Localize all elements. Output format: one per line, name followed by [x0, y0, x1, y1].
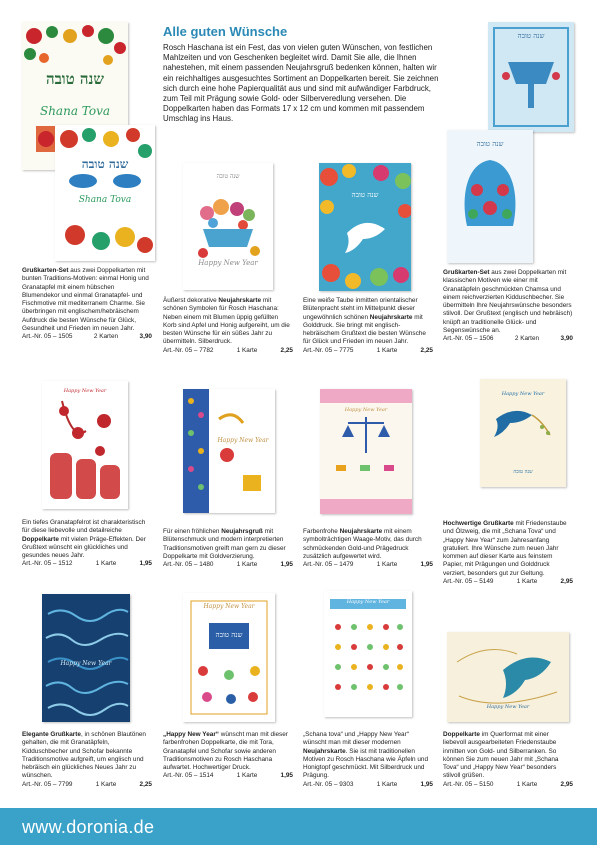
quantity: 1 Karte	[236, 346, 258, 354]
card-hebrew-text: שנה טובה	[81, 157, 129, 171]
price: 2,95	[560, 780, 573, 788]
card-hebrew-text: שנה טובה	[517, 32, 545, 40]
card-hebrew-text: שנה טובה	[45, 70, 105, 88]
product-7799	[22, 731, 152, 788]
product-description: mit Friedenstaube und Ölzweig, die mit „Schana Tova“ und „Happy New Year“ zum Jahresanfang gratuliert. Ihre Wünsche zum neuen Jahr kommen auf dieser Karte aus feinstem Papier, mit Prägungen und Golddruck verziert, besonders gut zur Geltung.	[443, 520, 567, 577]
price: 3,90	[560, 335, 573, 343]
product-1479: Farbenfrohe Neujahrskarte mit einem symbolträchtigen Waage-Motiv, das durch schmückenden Gold-und Prägedruck zusätzlich aufgewertet wird. Art.-Nr. 05 – 1479 1 Karte 1,95	[303, 528, 433, 569]
product-7775: Eine weiße Taube inmitten orientalischer Blütenpracht steht im Mittelpunkt dieser ungewöhnlich schönen Neujahrskarte mit Golddruck. Sie bringt mit englisch-hebräischem Grußtext die besten Wünsche für Glück und Frieden im neuen Jahr. Art.-Nr. 05 – 7775 1 Karte 2,25	[303, 297, 433, 354]
product-description: aus zwei Doppelkarten mit bunten Traditions-Motiven: einmal Honig und Granatapfel mit einem hübschen Blumendekor und einmal Granatapfel- und Fischmotive mit mediterranem Charme. Sie überbringen mit englischem/hebräischem Aufdruck die besten Wünsche für Glück, Gesundheit und Frieden im neuen Jahr.	[22, 267, 149, 333]
card-happy-new-year-text: Happy New Year	[63, 388, 107, 394]
product-description: mit schönen Symbolen für Rosch Haschana: Neben einem mit Blumen üppig gefüllten Korb sind Apfel und Honig aufgereiht, um die besten Wünsche für ein süßes Jahr zu übermitteln. Silberdruck.	[163, 297, 290, 346]
product-5150	[443, 731, 573, 788]
product-description: mit einem symbolträchtigen Waage-Motiv, das durch schmückenden Gold-und Prägedruck zusätzlich aufgewertet wird.	[303, 528, 422, 560]
product-name: Hochwertige Grußkarte	[443, 520, 514, 527]
price: 2,25	[139, 780, 152, 788]
card-shana-tova-text: Shana Tova	[78, 195, 132, 205]
product-name: „Happy New Year“	[163, 731, 220, 738]
quantity: 1 Karte	[376, 561, 398, 569]
product-1505	[22, 267, 152, 340]
product-image-5150	[447, 632, 569, 722]
card-hebrew-text: שנה טובה	[215, 631, 243, 639]
product-image-1506-b	[447, 130, 533, 263]
product-description: wünscht man mit dieser farbenfrohen Doppelkarte, die mit Tora, Granatapfel und Schofar sowie anderen Traditionsmotiven zu Rosch Haschana aufwartet. Hochwertiger Druck.	[163, 731, 288, 772]
product-description: . Sie ist mit traditionellen Motiven zu Rosch Haschana wie Äpfeln und Honigtopf geschmückt. Mit Silberdruck und Prägung.	[303, 747, 429, 780]
article-number: Art.-Nr. 05 – 7775	[303, 346, 354, 354]
product-name: Elegante Grußkarte	[22, 731, 81, 738]
article-number: Art.-Nr. 05 – 5150	[443, 780, 494, 788]
product-1480: Für einen fröhlichen Neujahrsgruß mit Blütenschmuck und modern interpretierten Traditionsmotiven greift man gern zu dieser Doppelkarte mit Goldverzierung. Art.-Nr. 05 – 1480 1 Karte 1,95	[163, 528, 293, 569]
card-happy-new-year-text: Happy New Year	[60, 660, 112, 667]
card-shana-tova-text: Shana Tova	[39, 104, 111, 118]
product-name: Grußkarten-Set	[22, 267, 69, 274]
quantity: 1 Karte	[376, 346, 398, 354]
article-number: Art.-Nr. 05 – 1480	[163, 561, 214, 569]
card-happy-new-year-text: Happy New Year	[217, 437, 269, 444]
product-name: Doppelkarte	[22, 535, 59, 543]
product-1514	[163, 731, 293, 779]
price: 2,95	[560, 578, 573, 586]
product-5149	[443, 520, 573, 585]
product-name: Doppelkarte	[443, 731, 480, 738]
quantity: 1 Karte	[236, 772, 258, 780]
article-number: Art.-Nr. 05 – 1514	[163, 772, 214, 780]
product-1512: Ein tiefes Granatapfelrot ist charakteristisch für diese liebevolle und detailreiche Doppelkarte mit vielen Präge-Effekten. Der Grußtext wünscht ein glückliches und gesundes neues Jahr. Art.-Nr. 05 – 1512 1 Karte 1,95	[22, 519, 152, 568]
price: 1,95	[280, 772, 293, 780]
quantity: 2 Karten	[93, 333, 119, 341]
quantity: 1 Karte	[236, 561, 258, 569]
product-image-7775	[319, 163, 411, 291]
price: 3,90	[139, 333, 152, 341]
product-image-7799	[42, 594, 130, 722]
product-7782: Äußerst dekorative Neujahrskarte mit schönen Symbolen für Rosch Haschana: Neben einem mit Blumen üppig gefüllten Korb sind Apfel und Honig aufgereiht, um die besten Wünsche für ein süßes Jahr zu übermitteln. Silberdruck. Art.-Nr. 05 – 7782 1 Karte 2,25	[163, 297, 293, 354]
quantity: 1 Karte	[95, 560, 117, 568]
card-happy-new-year-text: Happy New Year	[486, 704, 530, 710]
product-description: mit Golddruck. Sie bringt mit englisch-hebräischem Grußtext die besten Wünsche für Glück und Frieden im neuen Jahr.	[303, 313, 426, 346]
footer-bar	[0, 808, 597, 845]
article-number: Art.-Nr. 05 – 1506	[443, 335, 494, 343]
page-title: Alle guten Wünsche	[163, 24, 288, 39]
product-name: Neujahrskarte	[339, 528, 383, 535]
quantity: 1 Karte	[516, 578, 538, 586]
intro-text: Rosch Haschana ist ein Fest, das von vielen guten Wünschen, von festlichen Mahlzeiten und von Geschenken begleitet wird. Damit Sie alle, die Ihnen nahestehen, mit einem passenden Neujahrsgruß bedenken können, halten wir ein reichhaltiges ausgesuchtes Sortiment an Doppelkarten bereit. Sie zeichnen sich durch eine hohe Papierqualität aus und sind mit aufwändiger Farbdruck, zum Teil mit Prägung sowie Gold- oder Silberveredlung versehen. Die Doppelkarten haben das Formats 17 x 12 cm und kommen mit passendem Umschlag ins Haus.	[163, 43, 439, 124]
product-image-1480	[183, 389, 275, 513]
product-name: Grußkarten-Set	[443, 269, 490, 276]
article-number: Art.-Nr. 05 – 5149	[443, 578, 494, 586]
product-description: aus zwei Doppelkarten mit klassischen Motiven wie einer mit Granatäpfeln geschmückten Chamsa und einem reichverzierten Kidduschbecher. Sie übermitteln Ihre Neujahrswünsche besonders stilvoll. Der Grußtext (englisch und hebräisch) knüpft an traditionelle Glück- und Segenswünsche an.	[443, 269, 573, 335]
article-number: Art.-Nr. 05 – 1512	[22, 560, 73, 568]
price: 1,95	[139, 560, 152, 568]
product-image-1512	[42, 381, 128, 509]
product-image-1514	[183, 593, 275, 722]
article-number: Art.-Nr. 05 – 9303	[303, 780, 354, 788]
article-number: Art.-Nr. 05 – 7799	[22, 780, 73, 788]
card-happy-new-year-text: Happy New Year	[346, 599, 390, 605]
price: 1,95	[420, 561, 433, 569]
product-image-1505-b	[55, 125, 155, 261]
product-name: Neujahrskarte	[303, 747, 346, 755]
product-description: mit vielen Präge-Effekten. Der Grußtext wünscht ein glückliches und gesundes neues Jahr.	[22, 535, 146, 560]
quantity: 1 Karte	[376, 780, 398, 788]
card-hebrew-text: שנה טובה	[216, 173, 240, 180]
product-9303: „Schana tova“ und „Happy New Year“ wünscht man mit dieser modernen Neujahrskarte. Sie ist mit traditionellen Motiven zu Rosch Haschana wie Äpfeln und Honigtopf geschmückt. Mit Silberdruck und Prägung. Art.-Nr. 05 – 9303 1 Karte 1,95	[303, 731, 433, 788]
product-description: mit Blütenschmuck und modern interpretierten Traditionsmotiven greift man gern zu dieser Doppelkarte mit Goldverzierung.	[163, 528, 286, 560]
product-name: Neujahrskarte	[369, 313, 413, 321]
product-name: Neujahrsgruß	[221, 528, 263, 535]
card-hebrew-text: שנה טובה	[476, 140, 504, 148]
price: 2,25	[420, 346, 433, 354]
product-image-9303	[324, 591, 412, 717]
footer-website-link[interactable]: www.doronia.de	[22, 817, 155, 837]
product-name: Neujahrskarte	[218, 297, 262, 304]
product-image-1479	[320, 389, 412, 514]
card-happy-new-year-text: Happy New Year	[344, 407, 388, 413]
product-image-1506-a	[488, 22, 574, 132]
price: 1,95	[280, 561, 293, 569]
price: 2,25	[280, 346, 293, 354]
card-happy-new-year-text: Happy New Year	[198, 259, 258, 267]
quantity: 2 Karten	[514, 335, 540, 343]
article-number: Art.-Nr. 05 – 1505	[22, 333, 73, 341]
product-1506	[443, 269, 573, 342]
card-hebrew-text: שנה טובה	[351, 191, 379, 199]
quantity: 1 Karte	[516, 780, 538, 788]
card-hebrew-text: שנה טובה	[513, 469, 533, 475]
article-number: Art.-Nr. 05 – 1479	[303, 561, 354, 569]
price: 1,95	[420, 780, 433, 788]
product-description: , in schönen Blautönen gehalten, die mit Granatäpfeln, Kidduschbecher und Schofar bekannte Traditionsmotive aufgreift, um englisch und hebräisch ein glückliches Neues Jahr zu wünschen.	[22, 731, 146, 780]
card-happy-new-year-text: Happy New Year	[501, 391, 545, 397]
quantity: 1 Karte	[95, 780, 117, 788]
product-image-7782	[183, 163, 273, 290]
article-number: Art.-Nr. 05 – 7782	[163, 346, 214, 354]
product-image-5149	[480, 379, 566, 487]
card-happy-new-year-text: Happy New Year	[203, 603, 255, 610]
product-description: im Querformat mit einer liebevoll ausgearbeiteten Friedenstaube inmitten von Gold- und Silberranken. So können Sie zum neuen Jahr mit „Schana Tova“ und „Happy New Year“ besonders stilvoll grüßen.	[443, 731, 559, 780]
